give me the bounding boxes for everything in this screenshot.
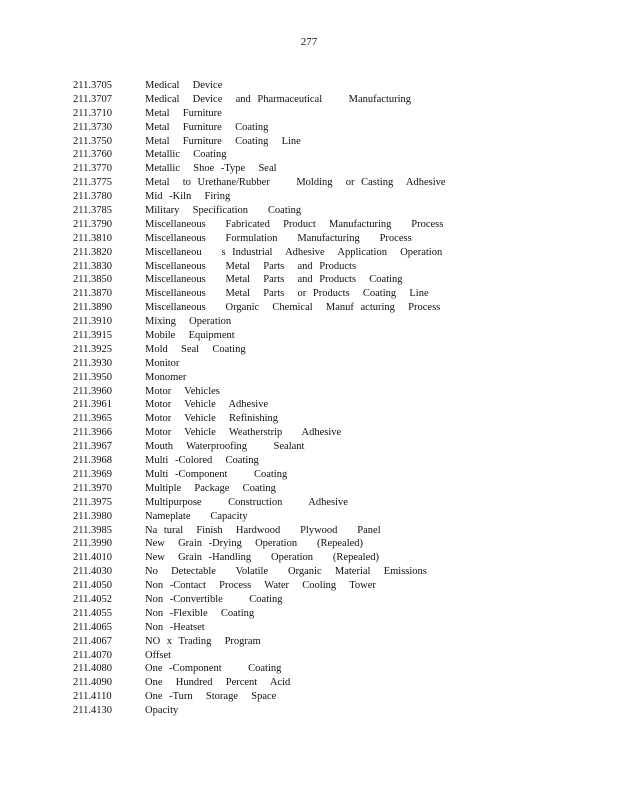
section-code: 211.3965 xyxy=(73,413,112,425)
section-code: 211.3830 xyxy=(73,260,112,272)
list-item xyxy=(73,621,593,635)
defined-term: NO x Trading Program xyxy=(145,635,261,647)
defined-term: Motor Vehicle Refinishing xyxy=(145,413,279,425)
list-item xyxy=(73,343,593,357)
list-item xyxy=(73,398,593,412)
list-item xyxy=(73,412,593,426)
section-code: 211.3960 xyxy=(73,385,112,397)
defined-term: Miscellaneous Metal Parts or Products Coating Line xyxy=(145,288,429,300)
defined-term: Non -Convertible Coating xyxy=(145,593,283,605)
section-code: 211.3870 xyxy=(73,288,112,300)
section-code: 211.3790 xyxy=(73,218,112,230)
section-code: 211.3966 xyxy=(73,427,112,439)
defined-term: Motor Vehicle Weatherstrip Adhesive xyxy=(145,427,342,439)
defined-term: Metal to Urethane/Rubber Molding or Casting Adhesive xyxy=(145,177,446,189)
defined-term: Non -Heatset xyxy=(145,621,205,633)
section-code: 211.3910 xyxy=(73,316,112,328)
defined-term: Miscellaneous Metal Parts and Products xyxy=(145,260,357,272)
section-code: 211.3968 xyxy=(73,455,112,467)
defined-term: Military Specification Coating xyxy=(145,205,302,217)
section-code: 211.3710 xyxy=(73,107,112,119)
list-item xyxy=(73,246,593,260)
list-item xyxy=(73,329,593,343)
section-code: 211.4070 xyxy=(73,649,112,661)
list-item xyxy=(73,357,593,371)
defined-term: Mid -Kiln Firing xyxy=(145,191,231,203)
list-item xyxy=(73,121,593,135)
section-code: 211.3970 xyxy=(73,482,112,494)
section-code: 211.3950 xyxy=(73,371,112,383)
section-code: 211.3890 xyxy=(73,302,112,314)
section-code: 211.3925 xyxy=(73,343,112,355)
defined-term: Offset xyxy=(145,649,172,661)
list-item xyxy=(73,148,593,162)
list-item xyxy=(73,496,593,510)
section-code: 211.3990 xyxy=(73,538,112,550)
defined-term: Metal Furniture Coating xyxy=(145,121,269,133)
page-number: 277 xyxy=(300,36,318,48)
list-item xyxy=(73,468,593,482)
section-code: 211.3780 xyxy=(73,191,112,203)
list-item xyxy=(73,385,593,399)
list-item xyxy=(73,510,593,524)
section-code: 211.3985 xyxy=(73,524,112,536)
list-item xyxy=(73,635,593,649)
defined-term: Miscellaneou s Industrial Adhesive Application Operation xyxy=(145,246,443,258)
list-item xyxy=(73,426,593,440)
list-item xyxy=(73,232,593,246)
defined-term: Multiple Package Coating xyxy=(145,482,276,494)
defined-term: Mouth Waterproofing Sealant xyxy=(145,441,305,453)
list-item xyxy=(73,690,593,704)
defined-term: Multipurpose Construction Adhesive xyxy=(145,496,348,508)
definitions-list xyxy=(73,79,593,718)
list-item xyxy=(73,93,593,107)
list-item xyxy=(73,565,593,579)
section-code: 211.3967 xyxy=(73,441,112,453)
section-code: 211.3915 xyxy=(73,330,112,342)
defined-term: Motor Vehicle Adhesive xyxy=(145,399,269,411)
list-item xyxy=(73,287,593,301)
list-item xyxy=(73,537,593,551)
defined-term: New Grain -Drying Operation (Repealed) xyxy=(145,538,364,550)
section-code: 211.3975 xyxy=(73,496,112,508)
section-code: 211.3750 xyxy=(73,135,112,147)
list-item xyxy=(73,676,593,690)
defined-term: Miscellaneous Organic Chemical Manuf acturing Process xyxy=(145,302,441,314)
section-code: 211.3930 xyxy=(73,357,112,369)
defined-term: Mixing Operation xyxy=(145,316,232,328)
defined-term: Miscellaneous Metal Parts and Products Coating xyxy=(145,274,403,286)
defined-term: Mold Seal Coating xyxy=(145,343,246,355)
section-code: 211.4067 xyxy=(73,635,112,647)
section-code: 211.4130 xyxy=(73,705,112,717)
section-code: 211.3961 xyxy=(73,399,112,411)
list-item xyxy=(73,218,593,232)
section-code: 211.4030 xyxy=(73,566,112,578)
section-code: 211.4052 xyxy=(73,593,112,605)
list-item xyxy=(73,204,593,218)
section-code: 211.3730 xyxy=(73,121,112,133)
defined-term: Miscellaneous Fabricated Product Manufacturing Process xyxy=(145,218,444,230)
defined-term: Na tural Finish Hardwood Plywood Panel xyxy=(145,524,381,536)
defined-term: Opacity xyxy=(145,705,179,717)
list-item xyxy=(73,301,593,315)
list-item xyxy=(73,79,593,93)
defined-term: No Detectable Volatile Organic Material Emissions xyxy=(145,566,427,578)
defined-term: Motor Vehicles xyxy=(145,385,220,397)
section-code: 211.4110 xyxy=(73,691,112,703)
list-item xyxy=(73,135,593,149)
list-item xyxy=(73,593,593,607)
section-code: 211.4065 xyxy=(73,621,112,633)
defined-term: Mobile Equipment xyxy=(145,330,235,342)
section-code: 211.4055 xyxy=(73,607,112,619)
list-item xyxy=(73,704,593,718)
list-item xyxy=(73,662,593,676)
section-code: 211.3760 xyxy=(73,149,112,161)
defined-term: Non -Contact Process Water Cooling Tower xyxy=(145,580,376,592)
section-code: 211.3810 xyxy=(73,232,112,244)
section-code: 211.3705 xyxy=(73,80,112,91)
defined-term: One Hundred Percent Acid xyxy=(145,677,291,689)
defined-term: Non -Flexible Coating xyxy=(145,607,255,619)
defined-term: Monomer xyxy=(145,371,187,383)
list-item xyxy=(73,371,593,385)
defined-term: Metal Furniture Coating Line xyxy=(145,135,301,147)
list-item xyxy=(73,162,593,176)
defined-term: Metallic Coating xyxy=(145,149,227,161)
section-code: 211.3850 xyxy=(73,274,112,286)
section-code: 211.3969 xyxy=(73,468,112,480)
section-code: 211.4050 xyxy=(73,580,112,592)
list-item xyxy=(73,607,593,621)
section-code: 211.4010 xyxy=(73,552,112,564)
list-item xyxy=(73,524,593,538)
section-code: 211.3770 xyxy=(73,163,112,175)
section-code: 211.4090 xyxy=(73,677,112,689)
defined-term: Nameplate Capacity xyxy=(145,510,248,522)
defined-term: Metal Furniture xyxy=(145,107,222,119)
list-item xyxy=(73,454,593,468)
section-code: 211.3775 xyxy=(73,177,112,189)
list-item xyxy=(73,107,593,121)
section-code: 211.3785 xyxy=(73,205,112,217)
defined-term: Multi -Colored Coating xyxy=(145,455,259,467)
list-item xyxy=(73,551,593,565)
section-code: 211.4080 xyxy=(73,663,112,675)
list-item xyxy=(73,315,593,329)
defined-term: Medical Device and Pharmaceutical Manufacturing xyxy=(145,93,412,105)
list-item xyxy=(73,440,593,454)
list-item xyxy=(73,176,593,190)
defined-term: Monitor xyxy=(145,357,180,369)
list-item xyxy=(73,649,593,663)
defined-term: Miscellaneous Formulation Manufacturing Process xyxy=(145,232,412,244)
list-item xyxy=(73,579,593,593)
section-code: 211.3707 xyxy=(73,93,112,105)
list-item xyxy=(73,190,593,204)
defined-term: New Grain -Handling Operation (Repealed) xyxy=(145,552,379,564)
defined-term: Multi -Component Coating xyxy=(145,468,288,480)
list-item xyxy=(73,273,593,287)
list-item xyxy=(73,260,593,274)
defined-term: One -Component Coating xyxy=(145,663,282,675)
defined-term: Metallic Shoe -Type Seal xyxy=(145,163,277,175)
section-code: 211.3820 xyxy=(73,246,112,258)
defined-term: Medical Device xyxy=(145,80,223,91)
list-item xyxy=(73,482,593,496)
defined-term: One -Turn Storage Space xyxy=(145,691,277,703)
section-code: 211.3980 xyxy=(73,510,112,522)
